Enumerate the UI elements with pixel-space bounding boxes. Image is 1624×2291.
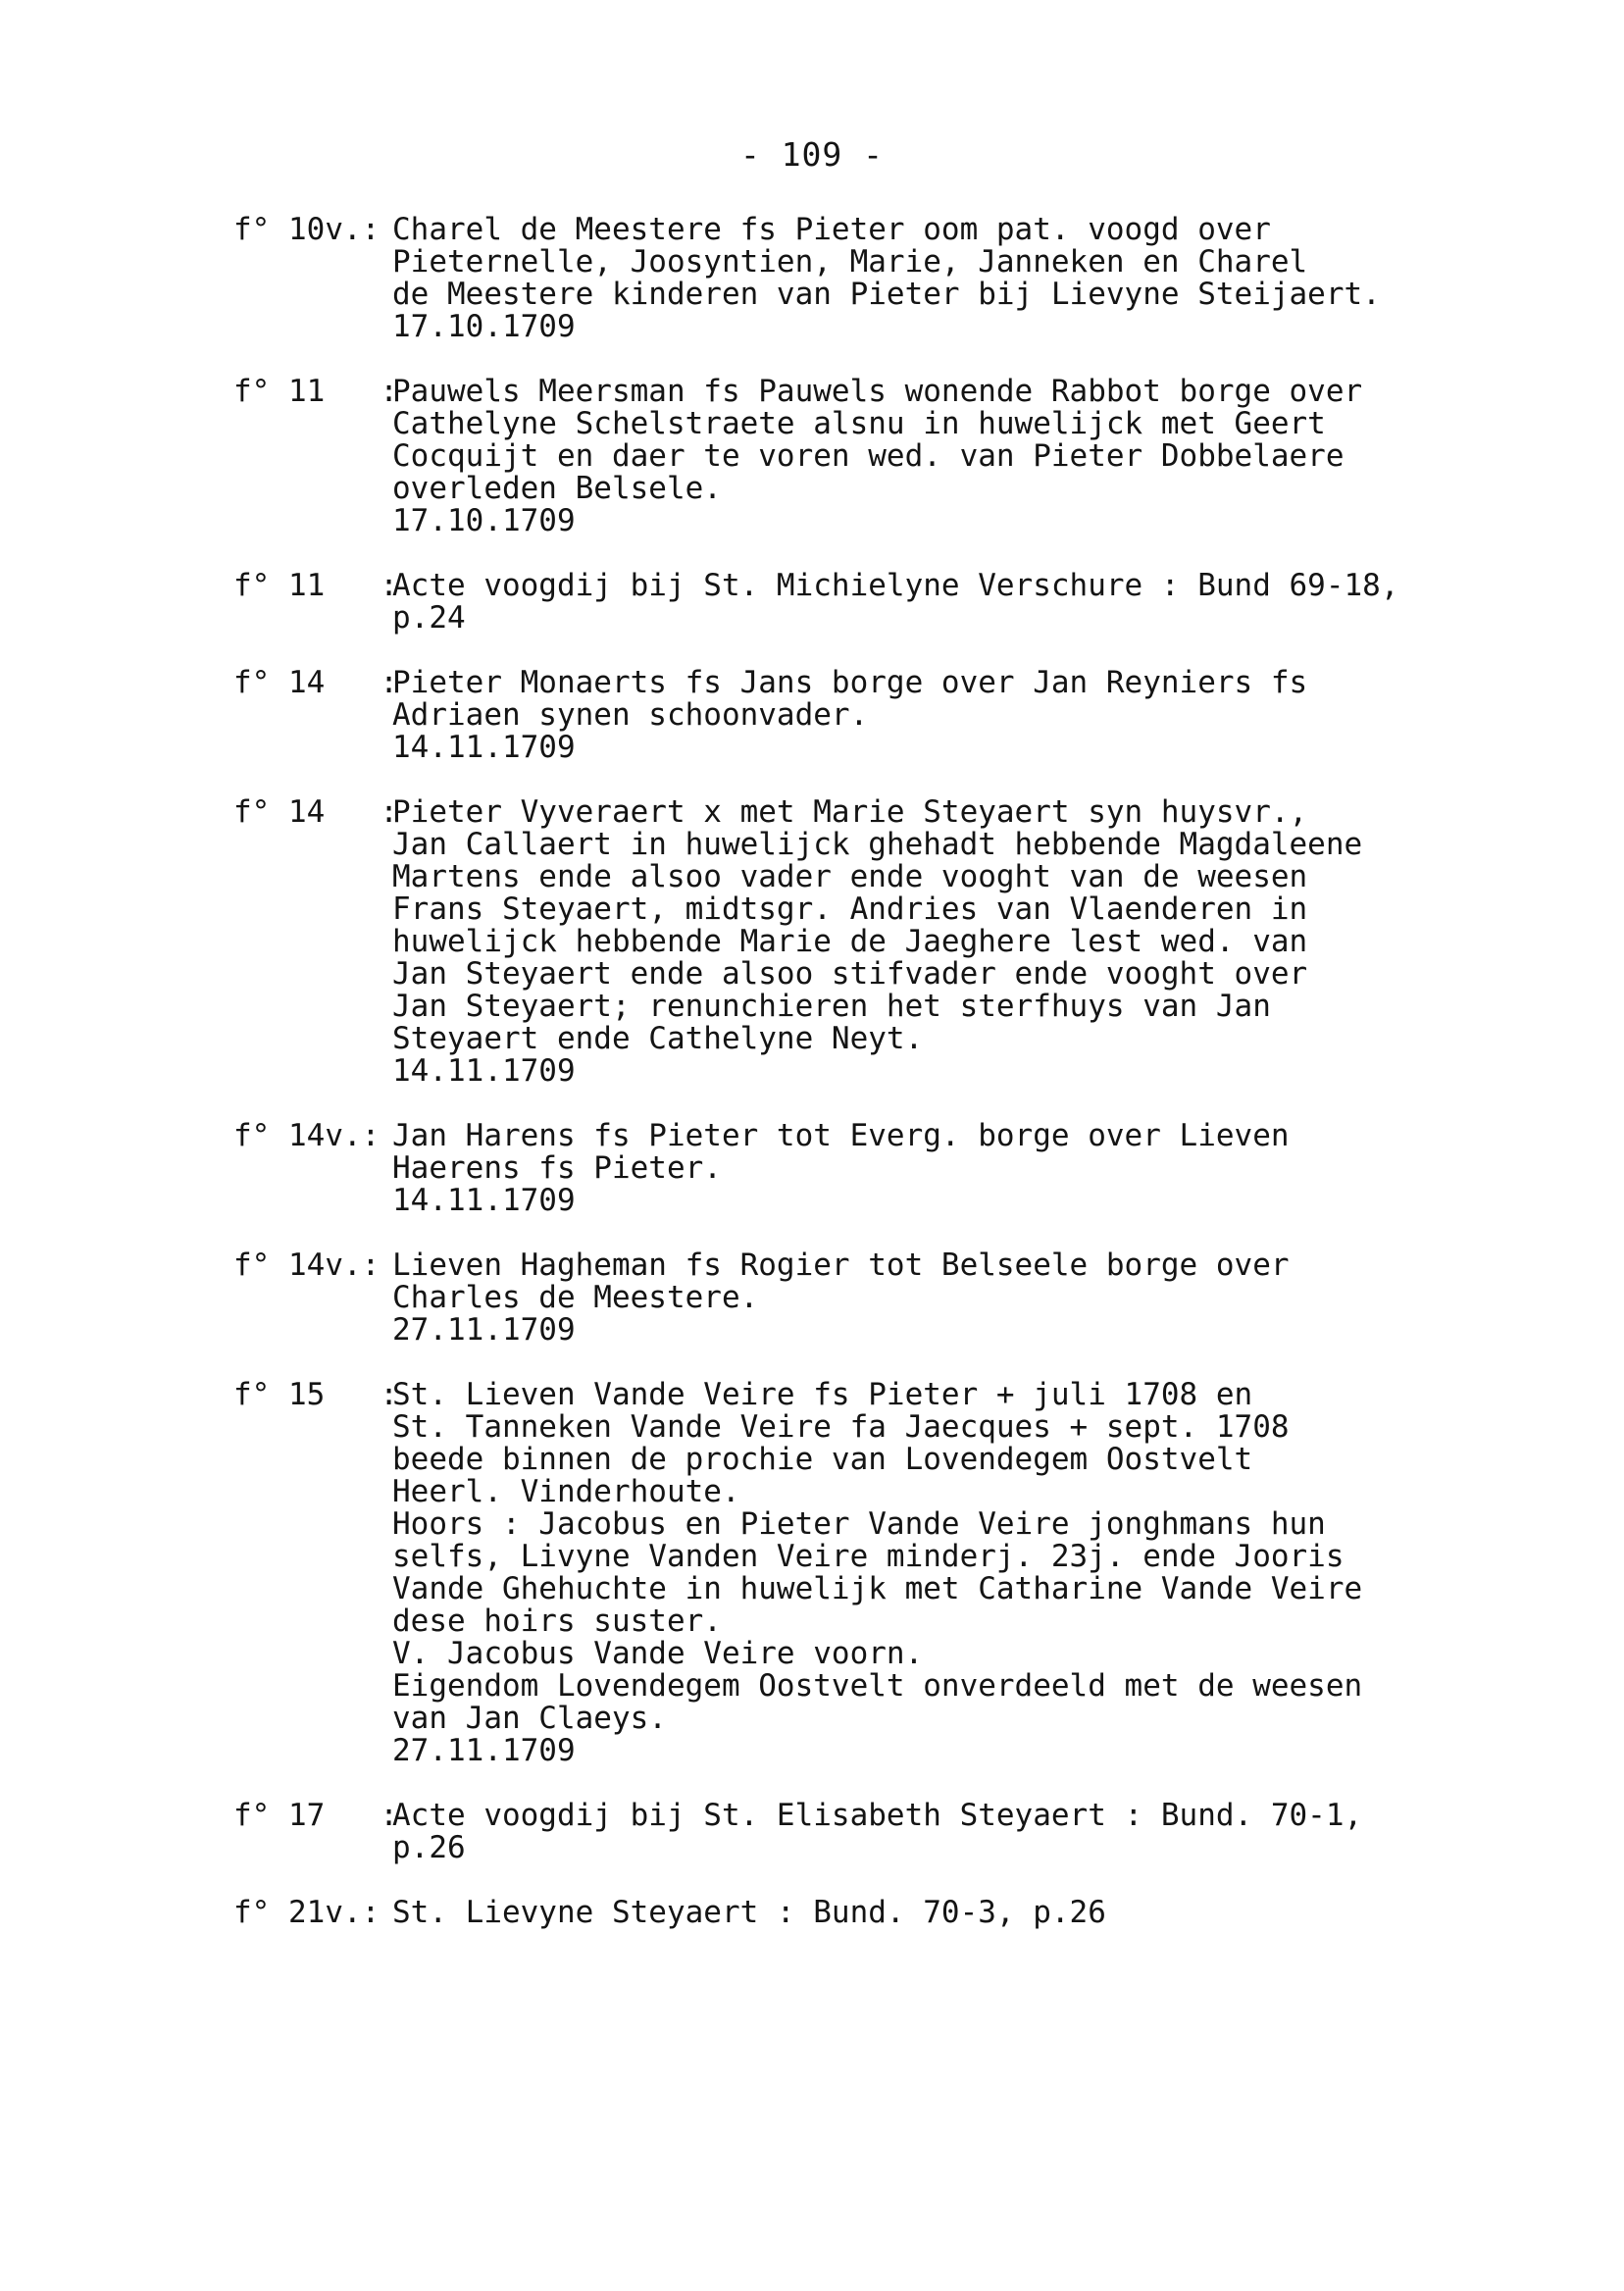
entry-line: Adriaen synen schoonvader. (392, 697, 869, 733)
entry-line: huwelijck hebbende Marie de Jaeghere lest wed. van (392, 924, 1308, 959)
entry-line: Haerens fs Pieter. (392, 1150, 722, 1186)
entry-line: p.24 (392, 600, 466, 636)
folio-reference: f° 14v.: (233, 1247, 381, 1283)
entry-line: Acte voogdij bij St. Elisabeth Steyaert : Bund. 70-1, (392, 1798, 1363, 1833)
entry-line: V. Jacobus Vande Veire voorn. (392, 1636, 924, 1671)
entry-line: St. Tanneken Vande Veire fa Jaecques + sept. 1708 (392, 1409, 1290, 1445)
entry-line: van Jan Claeys. (392, 1701, 667, 1736)
entry (233, 1379, 1538, 1767)
folio-reference: f° 15 : (233, 1377, 398, 1412)
entry-line: Pieter Monaerts fs Jans borge over Jan Reyniers fs (392, 665, 1308, 700)
folio-reference: f° 14 : (233, 794, 398, 830)
entry-text (392, 1800, 1538, 1864)
entry-line: St. Lieven Vande Veire fs Pieter + juli 1708 en (392, 1377, 1253, 1412)
entry-line: Jan Steyaert; renunchieren het sterfhuys van Jan (392, 989, 1271, 1024)
entry-text (392, 796, 1538, 1088)
entry-line: de Meestere kinderen van Pieter bij Lievyne Steijaert. (392, 277, 1381, 312)
entry-line: selfs, Livyne Vanden Veire minderj. 23j. ende Jooris (392, 1539, 1345, 1574)
folio-reference: f° 21v.: (233, 1895, 381, 1930)
entry (233, 376, 1538, 537)
entry-text (392, 376, 1538, 537)
entry-text (392, 1120, 1538, 1217)
entry-line: Pieternelle, Joosyntien, Marie, Janneken en Charel (392, 244, 1308, 280)
entry-line: Cathelyne Schelstraete alsnu in huwelijck met Geert (392, 406, 1326, 441)
page-number: - 109 - (739, 135, 885, 174)
entry-text (392, 214, 1538, 343)
entry-line: Frans Steyaert, midtsgr. Andries van Vlaenderen in (392, 891, 1308, 927)
entry-text (392, 667, 1538, 764)
entry (233, 1897, 1538, 1929)
entry-line: Pieter Vyveraert x met Marie Steyaert syn huysvr., (392, 794, 1308, 830)
entry-line: Acte voogdij bij St. Michielyne Verschure : Bund 69-18, (392, 568, 1399, 603)
folio-reference: f° 11 : (233, 568, 398, 603)
entry-line: Jan Callaert in huwelijck ghehadt hebbende Magdaleene (392, 827, 1363, 862)
entry-line: 17.10.1709 (392, 309, 576, 344)
entry (233, 214, 1538, 343)
entry-line: 27.11.1709 (392, 1733, 576, 1768)
entry-line: Eigendom Lovendegem Oostvelt onverdeeld met de weesen (392, 1668, 1363, 1704)
entry-line: Lieven Hagheman fs Rogier tot Belseele borge over (392, 1247, 1290, 1283)
entry-line: 27.11.1709 (392, 1312, 576, 1348)
entry-line: Jan Harens fs Pieter tot Everg. borge over Lieven (392, 1118, 1290, 1153)
entry-line: Pauwels Meersman fs Pauwels wonende Rabbot borge over (392, 374, 1363, 409)
entry (233, 796, 1538, 1088)
entry-line: Steyaert ende Cathelyne Neyt. (392, 1021, 924, 1056)
entry-line: Cocquijt en daer te voren wed. van Pieter Dobbelaere (392, 438, 1345, 474)
entry-text (392, 1379, 1538, 1767)
folio-reference: f° 14v.: (233, 1118, 381, 1153)
entry (233, 1249, 1538, 1347)
entry-line: Charel de Meestere fs Pieter oom pat. voogd over (392, 212, 1271, 247)
entry-text (392, 1897, 1538, 1929)
entry-line: dese hoirs suster. (392, 1604, 722, 1639)
entry-line: Heerl. Vinderhoute. (392, 1474, 740, 1509)
folio-reference: f° 14 : (233, 665, 398, 700)
entry-text (392, 570, 1538, 635)
entry (233, 1800, 1538, 1864)
entry-line: St. Lievyne Steyaert : Bund. 70-3, p.26 (392, 1895, 1106, 1930)
entry-line: beede binnen de prochie van Lovendegem Oostvelt (392, 1442, 1253, 1477)
entry (233, 1120, 1538, 1217)
entry-line: 17.10.1709 (392, 503, 576, 538)
folio-reference: f° 11 : (233, 374, 398, 409)
entry-line: Martens ende alsoo vader ende vooght van de weesen (392, 859, 1308, 894)
entry-line: 14.11.1709 (392, 1053, 576, 1089)
folio-reference: f° 17 : (233, 1798, 398, 1833)
entry-line: Vande Ghehuchte in huwelijk met Catharine Vande Veire (392, 1571, 1363, 1606)
entry-line: Charles de Meestere. (392, 1280, 759, 1315)
entry-line: Hoors : Jacobus en Pieter Vande Veire jonghmans hun (392, 1506, 1326, 1542)
entry-text (392, 1249, 1538, 1347)
entry (233, 667, 1538, 764)
entry-line: 14.11.1709 (392, 1183, 576, 1218)
folio-reference: f° 10v.: (233, 212, 381, 247)
entry-line: overleden Belsele. (392, 471, 722, 506)
entry-line: Jan Steyaert ende alsoo stifvader ende vooght over (392, 956, 1308, 992)
entries-list (233, 214, 1538, 1961)
entry-line: p.26 (392, 1830, 466, 1865)
entry-line: 14.11.1709 (392, 730, 576, 765)
entry (233, 570, 1538, 635)
